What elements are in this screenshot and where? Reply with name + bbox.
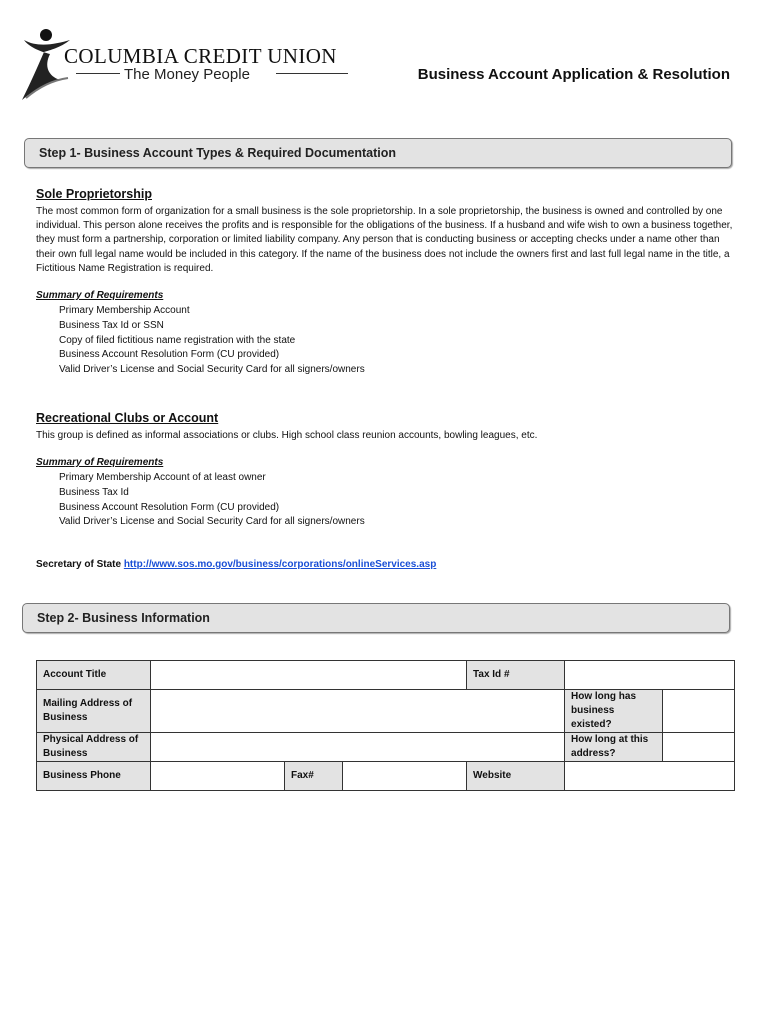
table-row <box>37 690 735 733</box>
sos-link[interactable]: http://www.sos.mo.gov/business/corporations/onlineServices.asp <box>123 559 437 570</box>
how-long-existed-field[interactable] <box>663 690 735 733</box>
list-item: Valid Driver’s License and Social Security Card for all signers/owners <box>59 516 365 528</box>
mailing-address-label: Mailing Address of Business <box>37 690 151 733</box>
account-title-field[interactable] <box>151 661 467 690</box>
physical-address-label: Physical Address of Business <box>37 733 151 762</box>
document-title: Business Account Application & Resolution <box>417 66 730 83</box>
how-long-address-field[interactable] <box>663 733 735 762</box>
list-item: Business Tax Id <box>59 486 129 498</box>
how-long-existed-label: How long has business existed? <box>565 690 663 733</box>
sole-requirements-list <box>59 304 365 378</box>
logo-rule-left <box>76 73 120 74</box>
list-item: Copy of filed fictitious name registration with the state <box>59 334 296 346</box>
physical-address-field[interactable] <box>151 733 565 762</box>
tax-id-label: Tax Id # <box>467 661 565 690</box>
mailing-address-field[interactable] <box>151 690 565 733</box>
list-item: Primary Membership Account <box>59 305 190 316</box>
step1-bar <box>24 138 732 168</box>
step1-title: Step 1- Business Account Types & Required Documentation <box>39 146 397 160</box>
sole-requirements-heading: Summary of Requirements <box>36 290 164 301</box>
business-info-table <box>36 660 735 791</box>
tax-id-field[interactable] <box>565 661 735 690</box>
credit-union-logo <box>20 26 360 104</box>
list-item: Business Tax Id or SSN <box>59 319 164 331</box>
recreational-clubs-heading: Recreational Clubs or Account <box>36 411 219 425</box>
list-item: Business Account Resolution Form (CU provided) <box>59 349 280 361</box>
list-item: Valid Driver’s License and Social Security Card for all signers/owners <box>59 364 365 376</box>
logo-name: COLUMBIA CREDIT UNION <box>64 44 337 68</box>
list-item: Primary Membership Account of at least owner <box>59 472 266 483</box>
sole-proprietorship-heading: Sole Proprietorship <box>36 187 152 201</box>
step2-title: Step 2- Business Information <box>37 611 210 625</box>
secretary-of-state-line <box>36 559 436 570</box>
how-long-address-label: How long at this address? <box>565 733 663 762</box>
clubs-requirements-list <box>59 471 365 530</box>
recreational-clubs-paragraph: This group is defined as informal associations or clubs. High school class reunion accounts, bowling leagues, etc. <box>36 430 538 441</box>
table-row <box>37 762 735 791</box>
clubs-requirements-heading: Summary of Requirements <box>36 457 164 468</box>
business-phone-field[interactable] <box>151 762 285 791</box>
fax-label: Fax# <box>285 762 343 791</box>
list-item: Business Account Resolution Form (CU provided) <box>59 501 280 513</box>
website-field[interactable] <box>565 762 735 791</box>
sole-proprietorship-paragraph: The most common form of organization for a small business is the sole proprietorship. In a sole proprietorship, the business is owned and controlled by one individual. This person alone receives the profits and is responsible for the obligations of the business. If a husband and wife wish to own a business together, they must form a partnership, corporation or limited liability company. Any person that is conducting business or accepting checks under a name other than their own full legal name would be included in this category. If the name of the business does not include the owners first and last full legal name in the title, a Fictitious Name Registration is required. <box>36 206 733 274</box>
fax-field[interactable] <box>343 762 467 791</box>
website-label: Website <box>467 762 565 791</box>
sos-label: Secretary of State <box>36 559 122 570</box>
table-row <box>37 733 735 762</box>
logo-tagline: The Money People <box>124 66 250 83</box>
logo-rule-right <box>276 73 348 74</box>
business-phone-label: Business Phone <box>37 762 151 791</box>
account-title-label: Account Title <box>37 661 151 690</box>
table-row <box>37 661 735 690</box>
step2-bar <box>22 603 730 633</box>
